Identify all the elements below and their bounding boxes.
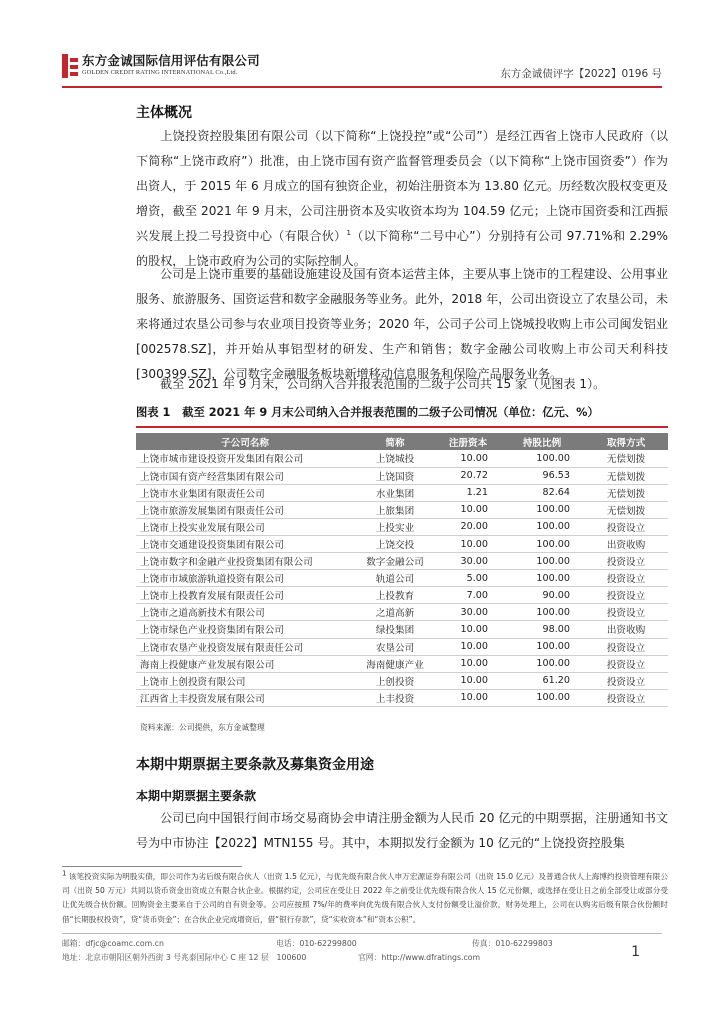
subsidiary-abbr: 上丰投资 <box>354 689 436 706</box>
subsidiary-name: 上饶市交通建设投资集团有限公司 <box>136 535 354 552</box>
table-row <box>136 501 668 518</box>
subsidiary-name: 上饶市上创投资有限公司 <box>136 672 354 689</box>
acquisition-method: 投资设立 <box>584 518 668 535</box>
figure-divider <box>136 426 668 428</box>
subsidiary-name: 上饶市上投教育发展有限责任公司 <box>136 587 354 604</box>
footer-address: 地址：北京市朝阳区朝外西街 3 号兆泰国际中心 C 座 12 层 100600 <box>62 953 307 962</box>
subsidiary-abbr: 绿投集团 <box>354 621 436 638</box>
registered-capital: 10.00 <box>436 672 500 689</box>
shareholding-ratio: 100.00 <box>500 638 584 655</box>
shareholding-ratio: 100.00 <box>500 655 584 672</box>
acquisition-method: 无偿划拨 <box>584 484 668 501</box>
company-name-cn: 东方金诚国际信用评估有限公司 <box>82 53 260 68</box>
footnote-ref: 1 <box>346 228 351 237</box>
registered-capital: 7.00 <box>436 587 500 604</box>
subsidiary-name: 上饶市之道高新技术有限公司 <box>136 604 354 621</box>
shareholding-ratio: 100.00 <box>500 689 584 706</box>
acquisition-method: 投资设立 <box>584 655 668 672</box>
column-header: 子公司名称 <box>136 433 354 450</box>
shareholding-ratio: 100.00 <box>500 518 584 535</box>
acquisition-method: 出资收购 <box>584 535 668 552</box>
registered-capital: 10.00 <box>436 655 500 672</box>
table-row <box>136 672 668 689</box>
section-title-overview: 主体概况 <box>136 105 192 121</box>
subsidiary-abbr: 上旅集团 <box>354 501 436 518</box>
figure-caption: 截至 2021 年 9 月末公司纳入合并报表范围的二级子公司情况（单位：亿元、%） <box>182 406 599 419</box>
registered-capital: 10.00 <box>436 450 500 467</box>
subsidiary-name: 上饶市绿色产业投资集团有限公司 <box>136 621 354 638</box>
registered-capital: 20.72 <box>436 467 500 484</box>
paragraph-overview-2 <box>136 262 668 387</box>
subsidiary-abbr: 农垦公司 <box>354 638 436 655</box>
table-row <box>136 621 668 638</box>
acquisition-method: 投资设立 <box>584 587 668 604</box>
registered-capital: 10.00 <box>436 501 500 518</box>
column-header: 持股比例 <box>500 433 584 450</box>
shareholding-ratio: 82.64 <box>500 484 584 501</box>
registered-capital: 5.00 <box>436 570 500 587</box>
subsidiary-abbr: 水业集团 <box>354 484 436 501</box>
table-row <box>136 467 668 484</box>
shareholding-ratio: 96.53 <box>500 467 584 484</box>
paragraph-text: 截至 2021 年 9 月末，公司纳入合并报表范围的二级子公司共 15 家（见图表 1）。 <box>160 377 606 391</box>
acquisition-method: 投资设立 <box>584 604 668 621</box>
column-header: 注册资本 <box>436 433 500 450</box>
table-row <box>136 518 668 535</box>
table-header-row <box>136 433 668 450</box>
subsidiary-name: 上饶市旅游发展集团有限责任公司 <box>136 501 354 518</box>
page-number: 1 <box>631 944 640 960</box>
footer-divider <box>62 933 662 934</box>
registered-capital: 30.00 <box>436 604 500 621</box>
subsidiary-abbr: 上饶城投 <box>354 450 436 467</box>
shareholding-ratio: 61.20 <box>500 672 584 689</box>
table-row <box>136 570 668 587</box>
paragraph-overview-3 <box>136 372 668 397</box>
acquisition-method: 投资设立 <box>584 570 668 587</box>
shareholding-ratio: 98.00 <box>500 621 584 638</box>
subsidiary-name: 上饶市国有资产经营集团有限公司 <box>136 467 354 484</box>
paragraph-text: （以下简称“二号中心”）分别持有公司 97.71%和 2.29%的股权，上饶市政府为公司的实际控制人。 <box>136 229 668 268</box>
footnote-number: 1 <box>62 869 67 878</box>
subsidiary-abbr: 海南健康产业 <box>354 655 436 672</box>
shareholding-ratio: 100.00 <box>500 604 584 621</box>
footer-fax: 传真：010-62299803 <box>472 939 553 948</box>
acquisition-method: 无偿划拨 <box>584 501 668 518</box>
acquisition-method: 无偿划拨 <box>584 467 668 484</box>
footer-phone: 电话：010-62299800 <box>276 939 357 948</box>
table-row <box>136 484 668 501</box>
figure-source: 资料来源：公司提供，东方金诚整理 <box>140 723 265 732</box>
table-row <box>136 604 668 621</box>
shareholding-ratio: 100.00 <box>500 535 584 552</box>
subsidiary-abbr: 上饶交投 <box>354 535 436 552</box>
acquisition-method: 无偿划拨 <box>584 450 668 467</box>
subsidiary-name: 上饶市上投实业发展有限公司 <box>136 518 354 535</box>
registered-capital: 10.00 <box>436 689 500 706</box>
document-number: 东方金诚债评字【2022】0196 号 <box>500 68 662 80</box>
company-logo <box>62 54 260 78</box>
paragraph-text: 公司已向中国银行间市场交易商协会申请注册金额为人民币 20 亿元的中期票据，注册通知书文号为中市协注【2022】MTN155 号。其中，本期拟发行金额为 10 亿元的“上饶投资控股集 <box>136 811 668 850</box>
subsidiary-name: 上饶市农垦产业投资发展有限责任公司 <box>136 638 354 655</box>
footnote-divider <box>62 866 242 867</box>
registered-capital: 20.00 <box>436 518 500 535</box>
footnote-text: 该笔投资实际为明股实债，即公司作为劣后级有限合伙人（出资 1.5 亿元），与优先级有限合伙人申万宏源证券有限公司（出资 15.0 亿元）及普通合伙人上海博约投资管理有限公司（出资 50 万元）共同以货币资金出资成立有限合伙企业。根据约定，公司应在受让日 2022 年之前受让优先级有限合伙人 15 亿元份额，或选择在受让日之前全部受让或部分受让优先级合伙份额。回购资金主要来自于公司的自有资金等。公司应按照 7%/年的费率向优先级有限合伙人支付份额受让溢价款，财务处理上，公司在认购劣后级有限合伙份额时借“长期股权投资”，贷“货币资金”；在合伙企业完成增资后，借“银行存款”，贷“实收资本”和“资本公积”。 <box>62 872 668 924</box>
subsidiary-abbr: 之道高新 <box>354 604 436 621</box>
footnote <box>62 870 668 927</box>
shareholding-ratio: 100.00 <box>500 501 584 518</box>
column-header: 简称 <box>354 433 436 450</box>
subsection-title-terms: 本期中期票据主要条款 <box>136 789 257 803</box>
acquisition-method: 出资收购 <box>584 621 668 638</box>
paragraph-text: 公司是上饶市重要的基础设施建设及国有资本运营主体，主要从事上饶市的工程建设、公用事业服务、旅游服务、国资运营和数字金融服务等业务。此外，2018 年，公司出资设立了农垦公司，未来将通过农垦公司参与农业项目投资等业务；2020 年，公司子公司上饶城投收购上市公司闽发铝业[002578.SZ]，并开始从事铝型材的研发、生产和销售；数字金融公司收购上市公司天利科技[300399.SZ]，公司数字金融服务板块新增移动信息服务和保险产品服务业务。 <box>136 267 668 381</box>
subsidiary-name: 上饶市水业集团有限责任公司 <box>136 484 354 501</box>
acquisition-method: 投资设立 <box>584 672 668 689</box>
figure-title <box>136 404 668 420</box>
subsidiary-name: 江西省上丰投资发展有限公司 <box>136 689 354 706</box>
registered-capital: 1.21 <box>436 484 500 501</box>
company-name-en: GOLDEN CREDIT RATING INTERNATIONAL Co.,Ltd. <box>82 69 238 76</box>
header-divider <box>62 86 662 88</box>
table-row <box>136 587 668 604</box>
table-row <box>136 535 668 552</box>
subsidiary-name: 上饶市数字和金融产业投资集团有限公司 <box>136 553 354 570</box>
acquisition-method: 投资设立 <box>584 553 668 570</box>
table-row <box>136 450 668 467</box>
subsidiary-abbr: 上投教育 <box>354 587 436 604</box>
figure-label: 图表 1 <box>136 406 171 419</box>
table-row <box>136 655 668 672</box>
column-header: 取得方式 <box>584 433 668 450</box>
subsidiary-abbr: 上创投资 <box>354 672 436 689</box>
paragraph-overview-1 <box>136 124 668 274</box>
subsidiary-abbr: 数字金融公司 <box>354 553 436 570</box>
subsidiary-abbr: 轨道公司 <box>354 570 436 587</box>
subsidiary-abbr: 上投实业 <box>354 518 436 535</box>
paragraph-text: 上饶投资控股集团有限公司（以下简称“上饶投控”或“公司”）是经江西省上饶市人民政府（以下简称“上饶市政府”）批准，由上饶市国有资产监督管理委员会（以下简称“上饶市国资委”）作为出资人，于 2015 年 6 月成立的国有独资企业，初始注册资本为 13.80 亿元。历经数次股权变更及增资，截至 2021 年 9 月末，公司注册资本及实收资本均为 104.59 亿元；上饶市国资委和江西振兴发展上投二号投资中心（有限合伙） <box>136 129 668 243</box>
acquisition-method: 投资设立 <box>584 689 668 706</box>
subsidiaries-table <box>136 433 668 707</box>
subsidiary-name: 上饶市市域旅游轨道投资有限公司 <box>136 570 354 587</box>
section-title-terms: 本期中期票据主要条款及募集资金用途 <box>136 757 374 773</box>
footer-email: 邮箱：dfjc@coamc.com.cn <box>62 939 164 948</box>
subsidiary-abbr: 上饶国资 <box>354 467 436 484</box>
logo-mark-icon <box>62 54 78 78</box>
registered-capital: 10.00 <box>436 535 500 552</box>
subsidiary-name: 海南上投健康产业发展有限公司 <box>136 655 354 672</box>
registered-capital: 30.00 <box>436 553 500 570</box>
paragraph-terms-1 <box>136 806 668 856</box>
shareholding-ratio: 100.00 <box>500 553 584 570</box>
registered-capital: 10.00 <box>436 638 500 655</box>
subsidiary-name: 上饶市城市建设投资开发集团有限公司 <box>136 450 354 467</box>
registered-capital: 10.00 <box>436 621 500 638</box>
shareholding-ratio: 100.00 <box>500 450 584 467</box>
table-row <box>136 689 668 706</box>
table-row <box>136 638 668 655</box>
shareholding-ratio: 100.00 <box>500 570 584 587</box>
table-row <box>136 553 668 570</box>
shareholding-ratio: 90.00 <box>500 587 584 604</box>
acquisition-method: 投资设立 <box>584 638 668 655</box>
footer-website[interactable]: 官网：http://www.dfratings.com <box>358 953 481 962</box>
